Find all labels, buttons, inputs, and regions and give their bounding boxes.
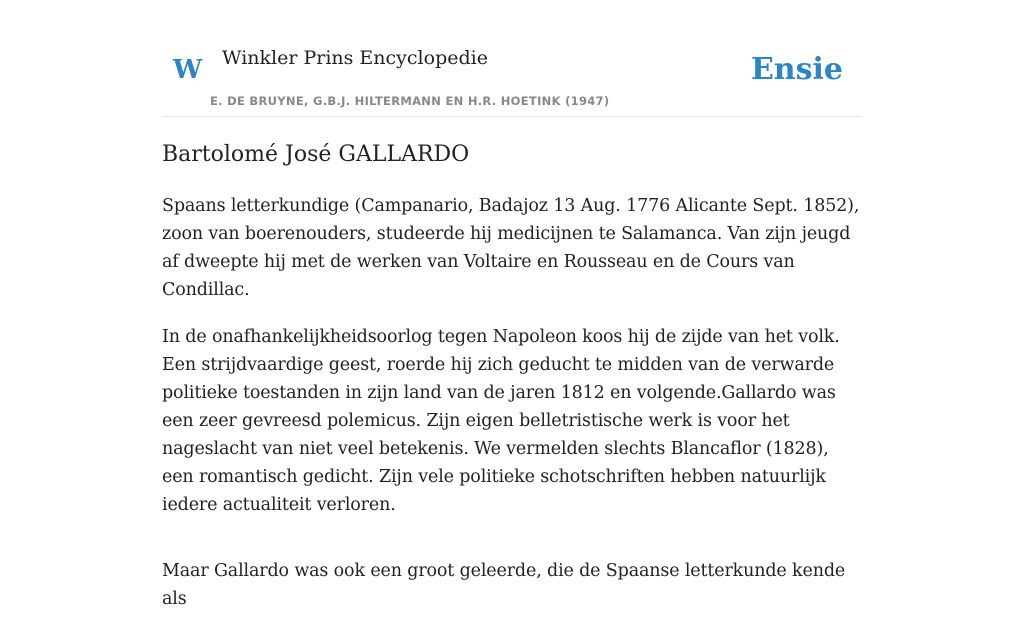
publication-title[interactable]: Winkler Prins Encyclopedie xyxy=(222,47,488,69)
article-paragraph: Maar Gallardo was ook een groot geleerde, die de Spaanse letterkunde kende als xyxy=(162,561,846,609)
site-header xyxy=(162,0,862,117)
article-body xyxy=(162,192,862,632)
publication-authors: E. DE BRUYNE, G.B.J. HILTERMANN EN H.R. HOETINK (1947) xyxy=(210,94,610,108)
article-title: Bartolomé José GALLARDO xyxy=(162,142,470,167)
article-paragraph: Spaans letterkundige (Campanario, Badajoz 13 Aug. 1776 Alicante Sept. 1852), zoon van boerenouders, studeerde hij medicijnen te Salamanca. Van zijn jeugd af dweepte hij met de werken van Voltaire en Rousseau en de Cours van Condillac. xyxy=(162,196,860,300)
ensie-logo-link[interactable]: Ensie xyxy=(750,52,843,87)
winkler-prins-logo[interactable]: W xyxy=(173,55,203,85)
article-paragraph: In de onafhankelijkheidsoorlog tegen Napoleon koos hij de zijde van het volk. Een strijdvaardige geest, roerde hij zich geducht te midden van de verwarde politieke toestanden in zijn land van de jaren 1812 en volgende.Gallardo was een zeer gevreesd polemicus. Zijn eigen belletristische werk is voor het nageslacht van niet veel betekenis. We vermelden slechts Blancaflor (1828), een romantisch gedicht. Zijn vele politieke schotschriften hebben natuurlijk iedere actualiteit verloren. xyxy=(162,327,840,515)
